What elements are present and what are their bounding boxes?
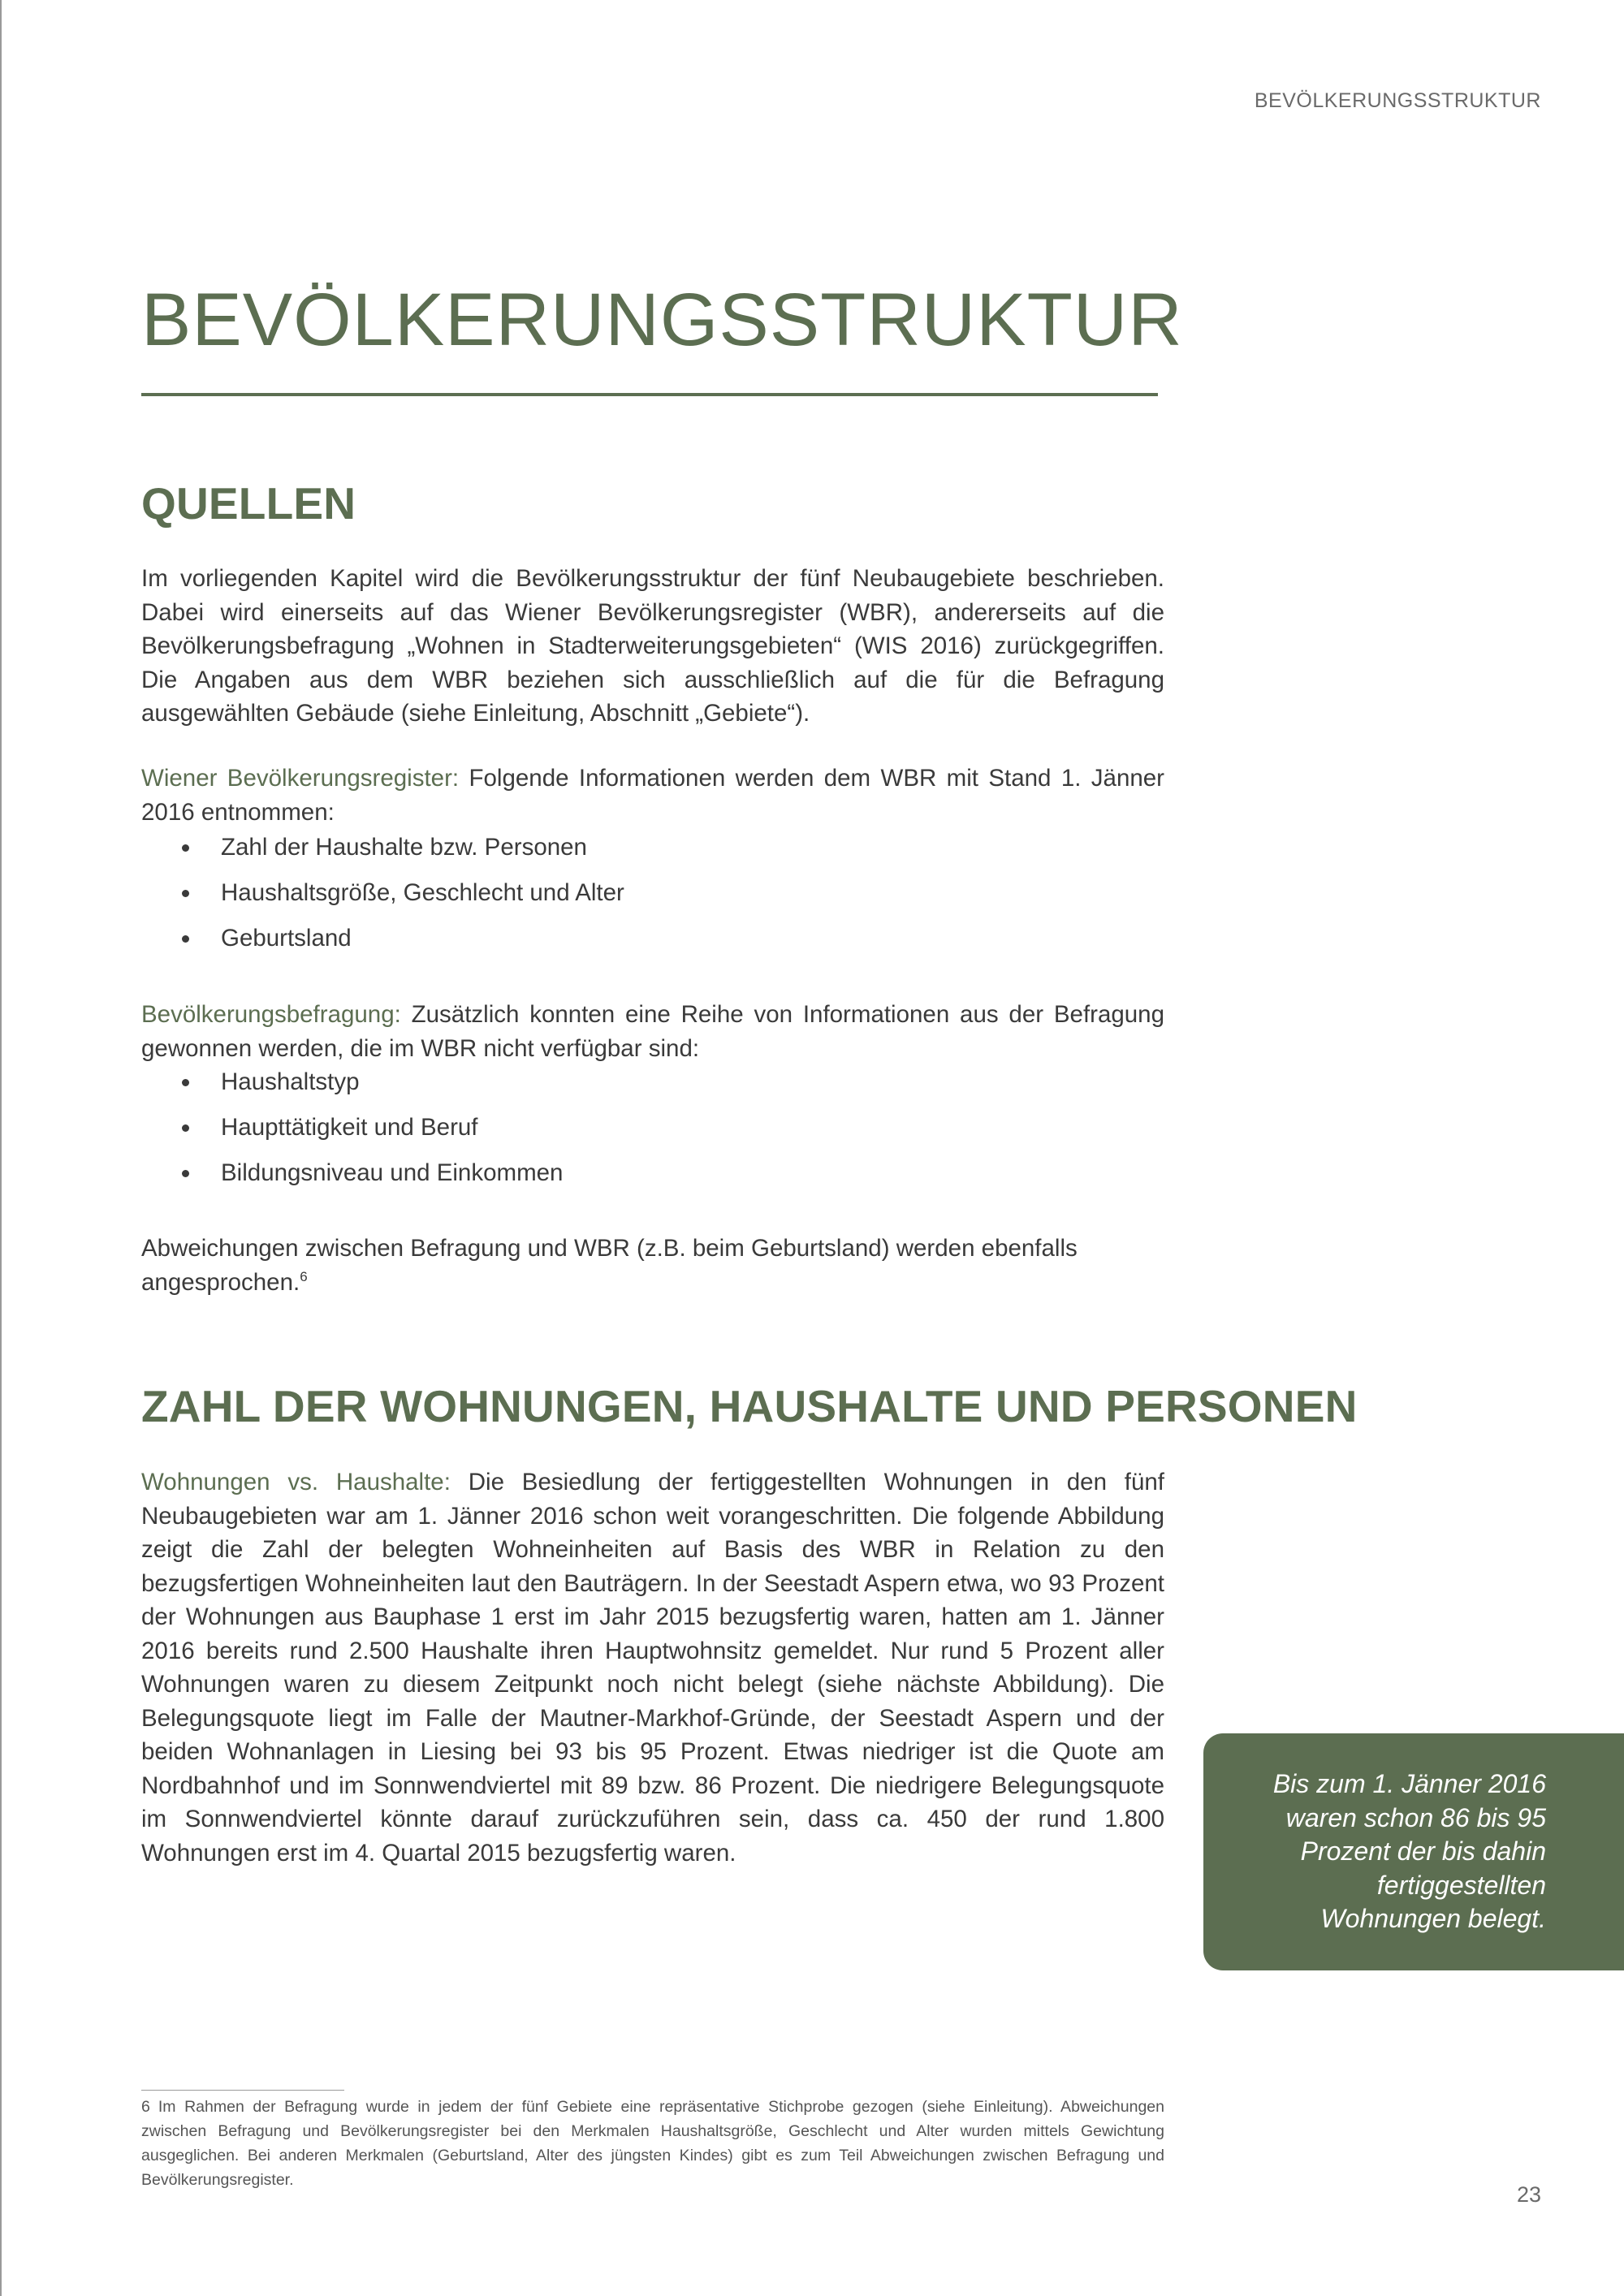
page-number: 23 — [1516, 2182, 1541, 2207]
callout-text: Bis zum 1. Jänner 2016 waren schon 86 bis 95 Prozent der bis dahin fertiggestellten Wohnungen belegt. — [1272, 1769, 1546, 1933]
paragraph-wbr-text: Folgende Informationen werden dem WBR mit Stand 1. Jänner 2016 entnommen: — [141, 765, 1164, 826]
footnote — [141, 2095, 1164, 2192]
list-item: Geburtsland — [182, 922, 624, 968]
paragraph-intro: Im vorliegenden Kapitel wird die Bevölkerungsstruktur der fünf Neubaugebiete beschrieben. Dabei wird einerseits auf das Wiener Bevölkerungsregister (WBR), andererseits auf die Bevölkerungsbefragung „Wohnen in Stadterweiterungsgebieten“ (WIS 2016) zurückgegriffen. Die Angaben aus dem WBR beziehen sich ausschließlich auf die für die Befragung ausgewählten Gebäude (siehe Einleitung, Abschnitt „Gebiete“). — [141, 565, 1164, 727]
paragraph-wbr — [141, 762, 1164, 829]
paragraph-befragung — [141, 998, 1164, 1065]
page-edge-rule — [0, 0, 2, 2296]
running-header: BEVÖLKERUNGSSTRUKTUR — [1254, 89, 1541, 112]
list-item: Haupttätigkeit und Beruf — [182, 1111, 563, 1157]
paragraph-abweichungen — [141, 1232, 1164, 1299]
list-item: Bildungsniveau und Einkommen — [182, 1157, 563, 1202]
page-title: BEVÖLKERUNGSSTRUKTUR — [141, 278, 1183, 361]
footnote-divider — [141, 2090, 344, 2091]
list-item: Haushaltsgröße, Geschlecht und Alter — [182, 877, 624, 922]
callout-box — [1203, 1733, 1624, 1970]
title-underline — [141, 393, 1158, 396]
befragung-list — [182, 1066, 563, 1202]
lead-wohnungen: Wohnungen vs. Haushalte: — [141, 1469, 451, 1495]
paragraph-wohnungen — [141, 1465, 1164, 1870]
footnote-text: Im Rahmen der Befragung wurde in jedem der fünf Gebiete eine repräsentative Stichprobe gezogen (siehe Einleitung). Abweichungen zwischen Befragung und Bevölkerungsregister bei den Merkmalen Haushaltsgröße, Geschlecht und Alter wurden mittels Gewichtung ausgeglichen. Bei anderen Merkmalen (Geburtsland, Alter des jüngsten Kindes) gibt es zum Teil Abweichungen zwischen Befragung und Bevölkerungsregister. — [141, 2098, 1164, 2189]
lead-befragung: Bevölkerungsbefragung: — [141, 1001, 401, 1028]
section-heading-quellen: QUELLEN — [141, 478, 356, 529]
wbr-list — [182, 831, 624, 968]
list-item: Zahl der Haushalte bzw. Personen — [182, 831, 624, 877]
paragraph-befragung-text: Zusätzlich konnten eine Reihe von Informationen aus der Befragung gewonnen werden, die im WBR nicht verfügbar sind: — [141, 1001, 1164, 1062]
lead-wbr: Wiener Bevölkerungsregister: — [141, 765, 460, 792]
list-item: Haushaltstyp — [182, 1066, 563, 1111]
paragraph-abweichungen-text: Abweichungen zwischen Befragung und WBR (z.B. beim Geburtsland) werden ebenfalls angesprochen. — [141, 1235, 1078, 1296]
footnote-number: 6 — [141, 2098, 150, 2116]
section-heading-zahl: ZAHL DER WOHNUNGEN, HAUSHALTE UND PERSONEN — [141, 1381, 1358, 1431]
footnote-reference[interactable]: 6 — [300, 1268, 308, 1284]
paragraph-wohnungen-text: Die Besiedlung der fertiggestellten Wohnungen in den fünf Neubaugebieten war am 1. Jänner 2016 schon weit vorangeschritten. Die folgende Abbildung zeigt die Zahl der belegten Wohneinheiten auf Basis des WBR in Relation zu den bezugsfertigen Wohneinheiten laut den Bauträgern. In der Seestadt Aspern etwa, wo 93 Prozent der Wohnungen aus Bauphase 1 erst im Jahr 2015 bezugsfertig waren, hatten am 1. Jänner 2016 bereits rund 2.500 Haushalte ihren Hauptwohnsitz gemeldet. Nur rund 5 Prozent aller Wohnungen waren zu diesem Zeitpunkt noch nicht belegt (siehe nächste Abbildung). Die Belegungsquote liegt im Falle der Mautner-Markhof-Gründe, der Seestadt Aspern und der beiden Wohnanlagen in Liesing bei 93 bis 95 Prozent. Etwas niedriger ist die Quote am Nordbahnhof und im Sonnwendviertel mit 89 bzw. 86 Prozent. Die niedrigere Belegungsquote im Sonnwendviertel könnte darauf zurückzuführen sein, dass ca. 450 der rund 1.800 Wohnungen erst im 4. Quartal 2015 bezugsfertig waren. — [141, 1469, 1164, 1867]
